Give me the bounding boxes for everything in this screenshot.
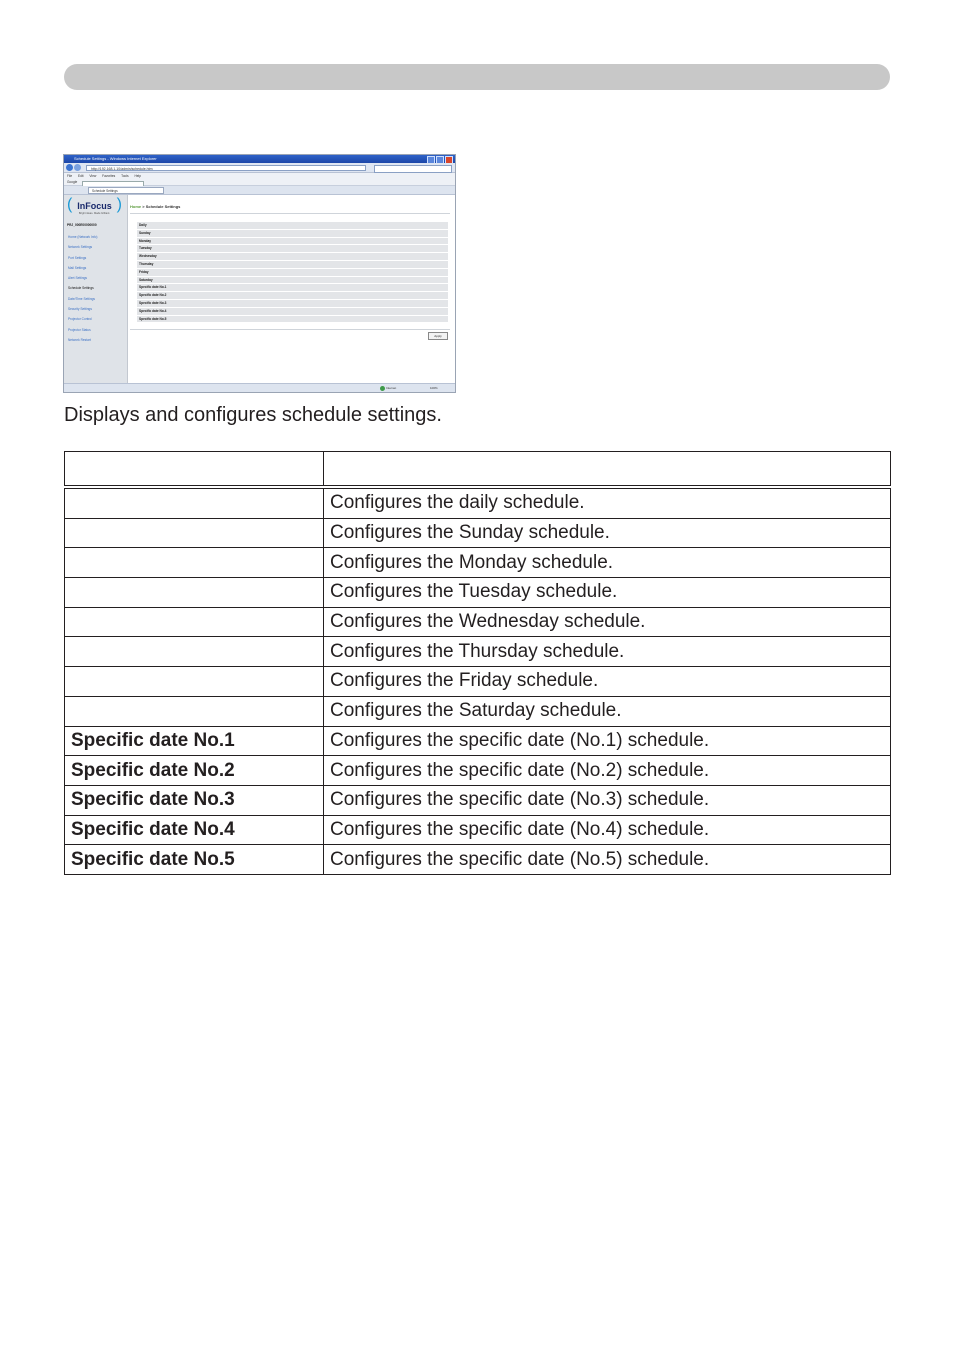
table-cell-item: Specific date No.2 bbox=[65, 756, 324, 786]
back-icon[interactable] bbox=[66, 164, 73, 171]
table-cell-description: Configures the Friday schedule. bbox=[324, 667, 891, 697]
table-row bbox=[65, 667, 891, 697]
table-header-row bbox=[65, 452, 891, 486]
search-input[interactable] bbox=[374, 165, 452, 173]
table-cell-item: Specific date No.1 bbox=[65, 726, 324, 756]
schedule-item-specific-date-4[interactable]: Specific date No.4 bbox=[137, 308, 448, 315]
table-row bbox=[65, 726, 891, 756]
table-row bbox=[65, 548, 891, 578]
table-row bbox=[65, 815, 891, 845]
table-cell-item bbox=[65, 578, 324, 608]
schedule-item-specific-date-1[interactable]: Specific date No.1 bbox=[137, 284, 448, 291]
sidebar-item-schedule-settings[interactable]: Schedule Settings bbox=[68, 286, 94, 291]
table-cell-description: Configures the specific date (No.2) schedule. bbox=[324, 756, 891, 786]
table-cell-item bbox=[65, 548, 324, 578]
table-cell-description: Configures the specific date (No.3) schedule. bbox=[324, 785, 891, 815]
table-cell-item bbox=[65, 607, 324, 637]
schedule-item-saturday[interactable]: Saturday bbox=[137, 277, 448, 284]
sidebar-item-network-settings[interactable]: Network Settings bbox=[68, 245, 93, 250]
schedule-item-specific-date-2[interactable]: Specific date No.2 bbox=[137, 292, 448, 299]
table-cell-item bbox=[65, 637, 324, 667]
menu-file[interactable]: File bbox=[67, 174, 73, 178]
table-cell-item bbox=[65, 667, 324, 697]
apply-button[interactable]: Apply bbox=[428, 332, 448, 340]
menu-edit[interactable]: Edit bbox=[78, 174, 84, 178]
page-description: Displays and configures schedule settings. bbox=[64, 404, 442, 426]
address-bar bbox=[64, 163, 455, 173]
table-cell-description: Configures the Wednesday schedule. bbox=[324, 607, 891, 637]
schedule-item-friday[interactable]: Friday bbox=[137, 269, 448, 276]
main-content bbox=[130, 195, 452, 383]
table-cell-item bbox=[65, 696, 324, 726]
sidebar-item-port-settings[interactable]: Port Settings bbox=[68, 255, 87, 260]
schedule-item-wednesday[interactable]: Wednesday bbox=[137, 253, 448, 260]
table-cell-item bbox=[65, 518, 324, 548]
table-cell-description: Configures the Monday schedule. bbox=[324, 548, 891, 578]
schedule-item-specific-date-5[interactable]: Specific date No.5 bbox=[137, 316, 448, 323]
table-cell-description: Configures the specific date (No.1) schedule. bbox=[324, 726, 891, 756]
logo: ( InFocus ) Bright ideas. Made brilliant. bbox=[67, 196, 122, 215]
sidebar-item-projector-control[interactable]: Projector Control bbox=[68, 317, 92, 322]
table-row bbox=[65, 637, 891, 667]
google-toolbar bbox=[64, 179, 455, 186]
schedule-list bbox=[137, 222, 448, 323]
sidebar-item-network-restart[interactable]: Network Restart bbox=[68, 337, 91, 342]
schedule-item-monday[interactable]: Monday bbox=[137, 238, 448, 245]
window-title: Schedule Settings - Windows Internet Explorer bbox=[74, 156, 157, 161]
menu-tools[interactable]: Tools bbox=[121, 174, 129, 178]
table-cell-item bbox=[65, 489, 324, 519]
settings-table bbox=[64, 451, 891, 875]
table-row bbox=[65, 518, 891, 548]
sidebar-nav bbox=[68, 232, 97, 345]
url-field[interactable]: http://192.168.1.10/admin/schedule.htm bbox=[86, 165, 366, 171]
sidebar bbox=[64, 195, 128, 383]
sidebar-item-home[interactable]: Home (Network Info) bbox=[68, 235, 98, 239]
table-header-description bbox=[324, 452, 891, 486]
tab-schedule-settings[interactable]: Schedule Settings bbox=[88, 187, 164, 194]
schedule-item-sunday[interactable]: Sunday bbox=[137, 230, 448, 237]
table-cell-description: Configures the daily schedule. bbox=[324, 489, 891, 519]
sidebar-item-alert-settings[interactable]: Alert Settings bbox=[68, 276, 87, 281]
table-cell-description: Configures the Thursday schedule. bbox=[324, 637, 891, 667]
table-cell-item: Specific date No.3 bbox=[65, 785, 324, 815]
table-row bbox=[65, 607, 891, 637]
window-titlebar bbox=[64, 155, 455, 163]
menu-favorites[interactable]: Favorites bbox=[102, 174, 116, 178]
sidebar-item-security-settings[interactable]: Security Settings bbox=[68, 307, 92, 312]
table-cell-description: Configures the Saturday schedule. bbox=[324, 696, 891, 726]
sidebar-item-mail-settings[interactable]: Mail Settings bbox=[68, 265, 87, 270]
table-cell-description: Configures the specific date (No.5) schedule. bbox=[324, 845, 891, 875]
schedule-item-tuesday[interactable]: Tuesday bbox=[137, 245, 448, 252]
logo-tagline: Bright ideas. Made brilliant. bbox=[78, 212, 111, 215]
table-cell-item: Specific date No.5 bbox=[65, 845, 324, 875]
table-row bbox=[65, 845, 891, 875]
breadcrumb-separator: > bbox=[141, 204, 146, 209]
tab-bar bbox=[64, 186, 455, 195]
table-row bbox=[65, 578, 891, 608]
schedule-item-specific-date-3[interactable]: Specific date No.3 bbox=[137, 300, 448, 307]
table-cell-item: Specific date No.4 bbox=[65, 815, 324, 845]
divider bbox=[130, 213, 450, 214]
schedule-item-daily[interactable]: Daily bbox=[137, 222, 448, 229]
browser-screenshot bbox=[63, 154, 456, 393]
breadcrumb bbox=[130, 204, 180, 209]
menu-view[interactable]: View bbox=[89, 174, 97, 178]
table-row bbox=[65, 489, 891, 519]
schedule-item-thursday[interactable]: Thursday bbox=[137, 261, 448, 268]
status-bar bbox=[64, 383, 455, 393]
table-row bbox=[65, 696, 891, 726]
divider bbox=[130, 329, 450, 330]
section-header-bar bbox=[64, 64, 890, 90]
forward-icon[interactable] bbox=[74, 164, 81, 171]
menu-help[interactable]: Help bbox=[134, 174, 142, 178]
breadcrumb-home[interactable]: Home bbox=[130, 204, 142, 209]
logo-text: InFocus bbox=[77, 201, 112, 211]
sidebar-item-projector-status[interactable]: Projector Status bbox=[68, 327, 91, 332]
table-cell-description: Configures the Tuesday schedule. bbox=[324, 578, 891, 608]
table-row bbox=[65, 785, 891, 815]
table-header-item bbox=[65, 452, 324, 486]
status-zone: Internet bbox=[386, 386, 397, 390]
google-label: Google bbox=[67, 180, 78, 184]
globe-icon bbox=[380, 386, 385, 391]
zoom-level[interactable]: 100% bbox=[430, 386, 438, 390]
table-cell-description: Configures the Sunday schedule. bbox=[324, 518, 891, 548]
table-row bbox=[65, 756, 891, 786]
web-page bbox=[64, 195, 455, 383]
sidebar-item-date-time-settings[interactable]: Date/Time Settings bbox=[68, 296, 95, 301]
breadcrumb-current: Schedule Settings bbox=[145, 204, 181, 209]
table-cell-description: Configures the specific date (No.4) schedule. bbox=[324, 815, 891, 845]
projector-id: PRJ_000E00000000 bbox=[67, 223, 97, 227]
